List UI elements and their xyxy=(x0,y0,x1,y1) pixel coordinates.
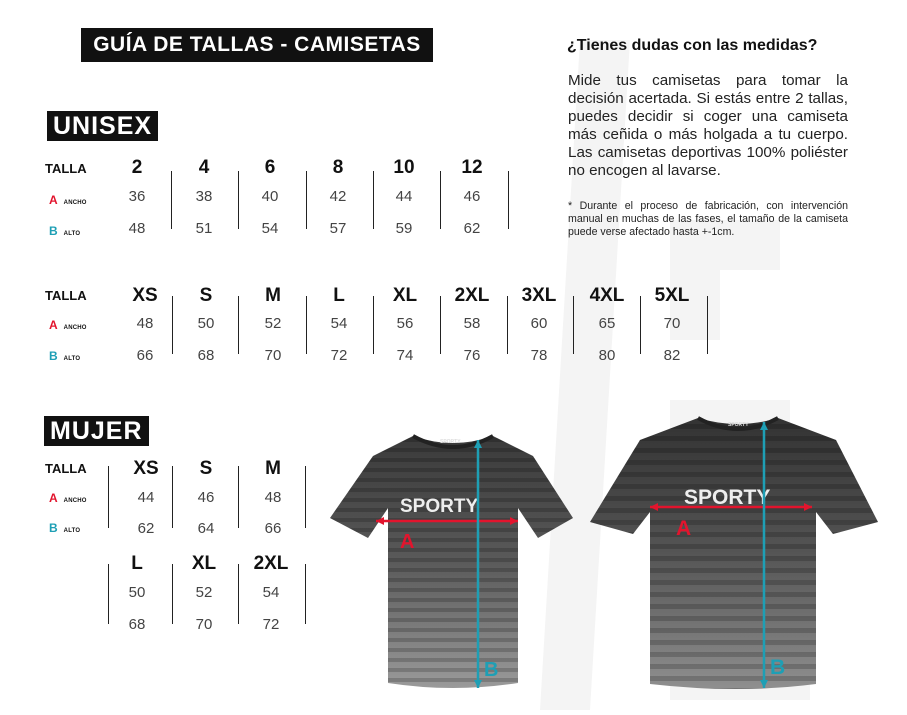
ancho-value: 70 xyxy=(663,315,681,332)
ancho-value: 44 xyxy=(395,188,413,205)
size-header: 2XL xyxy=(454,285,490,306)
ancho-label: A ANCHO xyxy=(49,318,87,332)
column-divider xyxy=(238,296,239,354)
alto-label: B ALTO xyxy=(49,349,81,363)
alto-value: 57 xyxy=(329,220,347,237)
column-divider xyxy=(305,466,306,528)
ancho-value: 38 xyxy=(195,188,213,205)
column-divider xyxy=(108,466,109,528)
page-title: GUÍA DE TALLAS - CAMISETAS xyxy=(81,28,433,62)
help-text: Mide tus camisetas para tomar la decisión acertada. Si estás entre 2 tallas, puedes decidir si coger una camiseta más ceñida o más holgada a tu cuerpo. Las camisetas deportivas 100% poliéster no encogen al lavarse. xyxy=(568,72,848,179)
unisex-heading: UNISEX xyxy=(47,111,158,141)
alto-value: 72 xyxy=(262,616,280,633)
alto-value: 72 xyxy=(330,347,348,364)
column-divider xyxy=(306,171,307,229)
alto-value: 70 xyxy=(264,347,282,364)
alto-value: 70 xyxy=(195,616,213,633)
size-header: 12 xyxy=(461,157,483,178)
column-divider xyxy=(171,171,172,229)
column-divider xyxy=(640,296,641,354)
column-divider xyxy=(172,296,173,354)
alto-value: 78 xyxy=(530,347,548,364)
alto-label: B ALTO xyxy=(49,224,81,238)
alto-value: 62 xyxy=(463,220,481,237)
measure-a-label: A xyxy=(400,531,415,553)
size-header: 5XL xyxy=(654,285,690,306)
alto-value: 48 xyxy=(128,220,146,237)
unisex-shirt-illustration xyxy=(588,412,888,700)
shirt-brand-logo: SPORTY xyxy=(400,496,479,517)
alto-value: 68 xyxy=(128,616,146,633)
alto-value: 74 xyxy=(396,347,414,364)
size-header: 4 xyxy=(198,157,210,178)
talla-label: TALLA xyxy=(45,161,87,176)
column-divider xyxy=(172,466,173,528)
size-header: 3XL xyxy=(521,285,557,306)
size-header: 4XL xyxy=(589,285,625,306)
ancho-value: 65 xyxy=(598,315,616,332)
column-divider xyxy=(305,564,306,624)
size-header: 2XL xyxy=(253,553,289,574)
ancho-value: 54 xyxy=(330,315,348,332)
shirt-brand-logo: SPORTY xyxy=(684,486,771,509)
column-divider xyxy=(172,564,173,624)
column-divider xyxy=(238,466,239,528)
size-header: S xyxy=(199,458,213,479)
ancho-value: 48 xyxy=(136,315,154,332)
ancho-value: 52 xyxy=(264,315,282,332)
ancho-value: 50 xyxy=(197,315,215,332)
size-header: 6 xyxy=(264,157,276,178)
size-header: 8 xyxy=(332,157,344,178)
alto-value: 66 xyxy=(264,520,282,537)
mujer-heading: MUJER xyxy=(44,416,149,446)
ancho-value: 56 xyxy=(396,315,414,332)
alto-label: B ALTO xyxy=(49,521,81,535)
column-divider xyxy=(373,296,374,354)
alto-value: 66 xyxy=(136,347,154,364)
column-divider xyxy=(507,296,508,354)
measure-b-label: B xyxy=(484,659,499,681)
column-divider xyxy=(238,564,239,624)
ancho-value: 42 xyxy=(329,188,347,205)
alto-value: 80 xyxy=(598,347,616,364)
alto-value: 68 xyxy=(197,347,215,364)
alto-value: 54 xyxy=(261,220,279,237)
size-header: 10 xyxy=(393,157,415,178)
size-header: L xyxy=(333,285,345,306)
column-divider xyxy=(573,296,574,354)
column-divider xyxy=(108,564,109,624)
ancho-value: 40 xyxy=(261,188,279,205)
column-divider xyxy=(373,171,374,229)
size-header: 2 xyxy=(131,157,143,178)
svg-text:SPORTY: SPORTY xyxy=(440,439,461,445)
alto-value: 59 xyxy=(395,220,413,237)
ancho-value: 44 xyxy=(137,489,155,506)
size-header: M xyxy=(265,285,281,306)
size-header: XS xyxy=(132,285,158,306)
women-shirt-illustration xyxy=(328,428,578,698)
talla-label: TALLA xyxy=(45,461,87,476)
column-divider xyxy=(508,171,509,229)
alto-value: 64 xyxy=(197,520,215,537)
size-header: S xyxy=(199,285,213,306)
column-divider xyxy=(306,296,307,354)
size-header: L xyxy=(131,553,143,574)
talla-label: TALLA xyxy=(45,288,87,303)
size-header: M xyxy=(265,458,281,479)
size-header: XS xyxy=(133,458,159,479)
ancho-value: 54 xyxy=(262,584,280,601)
ancho-value: 36 xyxy=(128,188,146,205)
alto-value: 82 xyxy=(663,347,681,364)
alto-value: 76 xyxy=(463,347,481,364)
alto-value: 51 xyxy=(195,220,213,237)
help-note: * Durante el proceso de fabricación, con intervención manual en muchas de las fases, el tamaño de la camiseta puede verse afectado hasta +-1cm. xyxy=(568,200,848,238)
ancho-label: A ANCHO xyxy=(49,193,87,207)
column-divider xyxy=(707,296,708,354)
svg-text:SPORTY: SPORTY xyxy=(728,422,749,428)
ancho-label: A ANCHO xyxy=(49,491,87,505)
size-header: XL xyxy=(392,285,418,306)
column-divider xyxy=(238,171,239,229)
measure-b-label: B xyxy=(770,656,786,679)
ancho-value: 46 xyxy=(463,188,481,205)
ancho-value: 46 xyxy=(197,489,215,506)
ancho-value: 58 xyxy=(463,315,481,332)
ancho-value: 52 xyxy=(195,584,213,601)
measure-a-label: A xyxy=(676,517,692,540)
ancho-value: 60 xyxy=(530,315,548,332)
size-header: XL xyxy=(191,553,217,574)
column-divider xyxy=(440,171,441,229)
alto-value: 62 xyxy=(137,520,155,537)
help-question: ¿Tienes dudas con las medidas? xyxy=(567,37,818,54)
ancho-value: 50 xyxy=(128,584,146,601)
ancho-value: 48 xyxy=(264,489,282,506)
column-divider xyxy=(440,296,441,354)
